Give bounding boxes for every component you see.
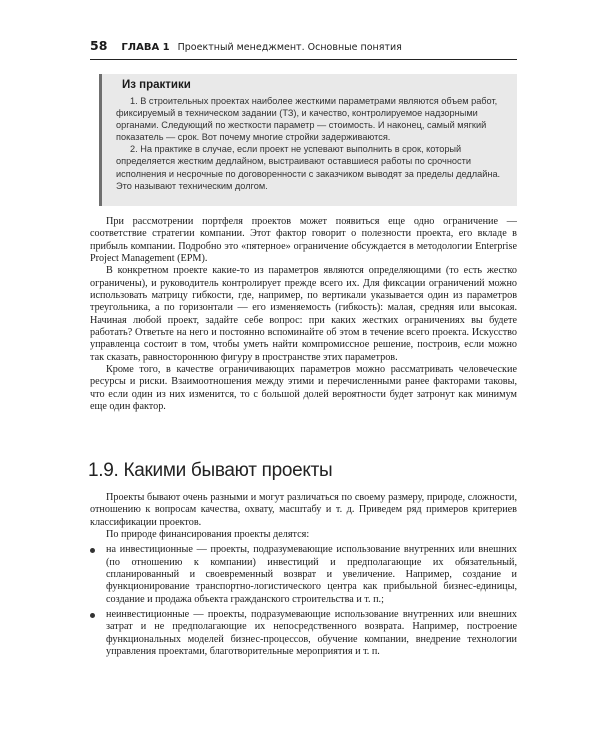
practice-paragraph: 2. На практике в случае, если проект не успевают выполнить в срок, который определяется жестким дедлайном, выстраивают оставшиеся работы по срочности исполнения и несрочные по договоренности с заказчиком выводят за пределы дедлайна. Это называют техническим долгом. [116,144,501,191]
section-lead: По природе финансирования проекты делятся: [106,529,310,541]
section-text [90,492,517,661]
body-paragraph: В конкретном проекте какие-то из параметров являются определяющими (то есть жестко ограничены), и руководитель контролирует прежде всего их. Для фиксации ограничений можно использовать матрицу гибкости, где, например, по вертикали указывается один из параметров треугольника, а по горизонтали — его изменяемость (гибкость): малая, средняя или высокая. Начиная любой проект, задайте себе вопрос: при каких жестких ограничениях вы будете работать? Ответьте на него и постоянно вспоминайте об этом в течение всего проекта. Искусство управленца состоит в том, чтобы уметь найти компромиссное решение, построив, если можно так сказать, равностороннюю фигуру в пространстве этих параметров. [90,265,517,363]
section-heading: 1.9. Какими бывают проекты [88,460,333,481]
running-header [90,38,520,56]
list-item-text: на инвестиционные — проекты, подразумевающие использование внутренних или внешних (по отношению к компании) инвестиций и предполагающие их обязательный, спланированный и своевременный возврат и увеличение. Например, создание и функционирование транспортно-логистического центра как прибыльной бизнес-единицы, создание и продажа объекта гражданского строительства и т. п.; [106,544,517,605]
chapter-title: Проектный менеджмент. Основные понятия [177,42,402,53]
body-paragraph: При рассмотрении портфеля проектов может появиться еще одно ограничение — соответствие стратегии компании. Этот фактор говорит о полезности проекта, его вкладе в прибыль компании. Подробно это «пятерное» ограничение обсуждается в методологии Enterprise Project Management (EPM). [90,216,517,265]
practice-title: Из практики [122,79,191,91]
page-number: 58 [90,38,108,53]
list-item [90,544,517,606]
practice-paragraph: 1. В строительных проектах наиболее жесткими параметрами являются объем работ, фиксируемый в техническом задании (ТЗ), и качество, контролируемое надзорными органами. Следующий по жесткости параметр — стоимость. И наконец, самый мягкий показатель — срок. Вот почему многие стройки задерживаются. [116,96,498,143]
bullet-icon [90,548,95,553]
header-divider [90,59,517,60]
main-text [90,216,517,414]
list-item [90,609,517,658]
bullet-icon [90,613,95,618]
practice-sidebar [99,74,517,206]
body-paragraph: Кроме того, в качестве ограничивающих параметров можно рассматривать человеческие ресурсы и риски. Взаимоотношения между этими и перечисленными ранее факторами таковы, что если один из них изменится, то с большой долей вероятности будет затронут как минимум еще один фактор. [90,364,517,413]
chapter-label: ГЛАВА 1 [121,42,170,53]
list-item-text: неинвестиционные — проекты, подразумевающие использование внутренних или внешних затрат и не предполагающие их непосредственного возврата. Например, построение функциональных моделей бизнес-процессов, обучение компании, внедрение технологии управления проектами, благотворительные мероприятия и т. п. [106,609,517,658]
section-intro: Проекты бывают очень разными и могут различаться по своему размеру, природе, сложности, отношению к вопросам качества, охвату, масштабу и т. д. Приведем ряд примеров критериев классификации проектов. [90,492,517,528]
bullet-list [90,544,517,658]
